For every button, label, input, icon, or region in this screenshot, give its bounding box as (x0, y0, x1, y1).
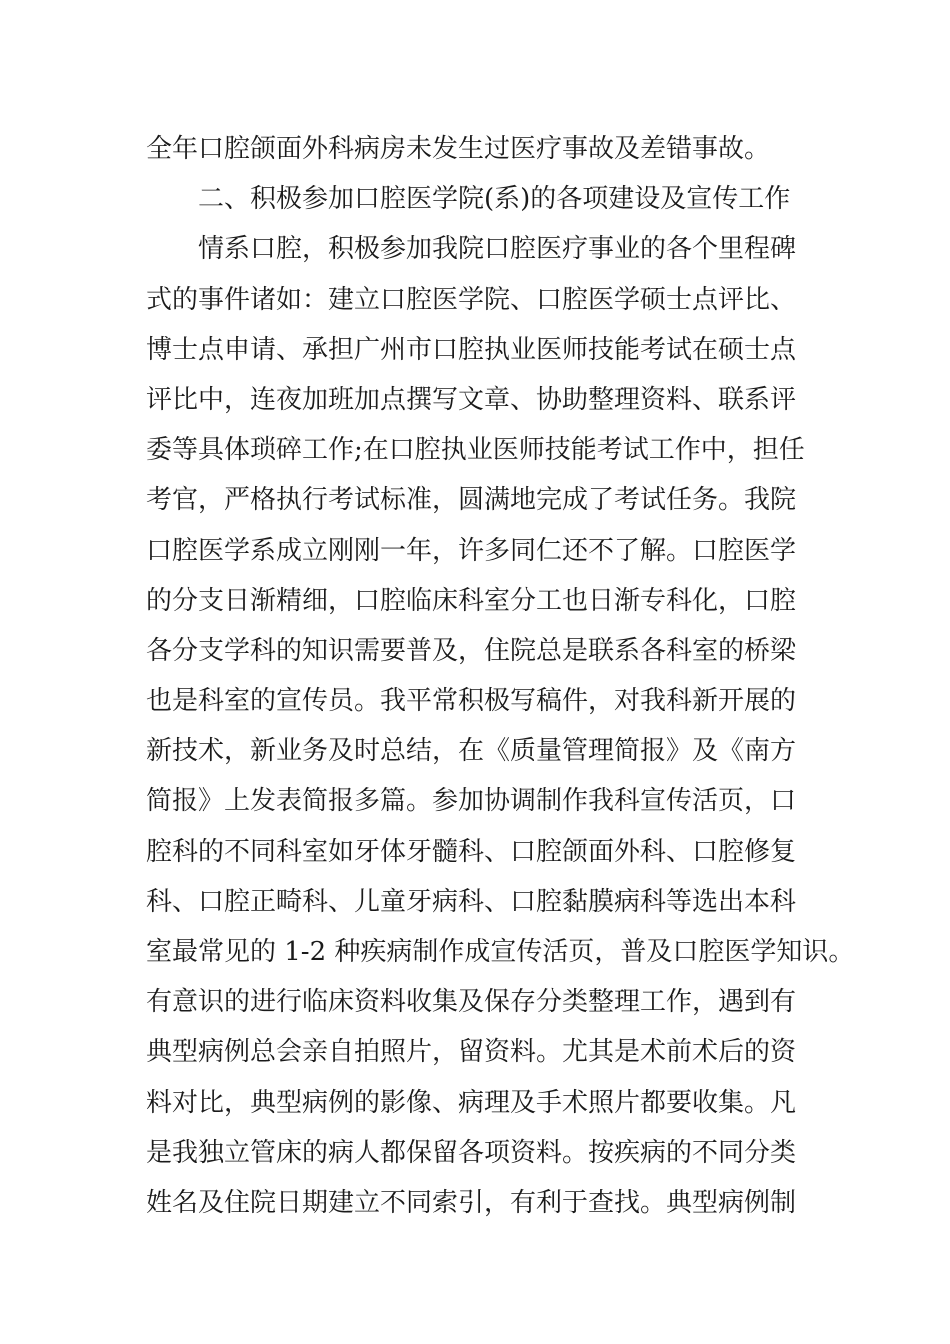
text-line: 也是科室的宣传员。我平常积极写稿件，对我科新开展的 (146, 686, 797, 717)
text-line: 全年口腔颌面外科病房未发生过医疗事故及差错事故。 (146, 134, 771, 164)
text-line: 博士点申请、承担广州市口腔执业医师技能考试在硕士点 (146, 334, 797, 365)
text-line: 科、口腔正畸科、儿童牙病科、口腔黏膜病科等选出本科 (146, 886, 797, 917)
text-line: 情系口腔，积极参加我院口腔医疗事业的各个里程碑 (198, 234, 797, 265)
text-line: 有意识的进行临床资料收集及保存分类整理工作，遇到有 (146, 987, 797, 1018)
text-line: 简报》上发表简报多篇。参加协调制作我科宣传活页，口 (146, 786, 797, 817)
text-line: 典型病例总会亲自拍照片，留资料。尤其是术前术后的资 (146, 1037, 797, 1068)
text-line: 料对比，典型病例的影像、病理及手术照片都要收集。凡 (146, 1087, 797, 1118)
text-line: 评比中，连夜加班加点撰写文章、协助整理资料、联系评 (146, 384, 797, 415)
text-line: 是我独立管床的病人都保留各项资料。按疾病的不同分类 (146, 1137, 797, 1168)
text-line: 考官，严格执行考试标准，圆满地完成了考试任务。我院 (146, 485, 797, 516)
text-line: 口腔医学系成立刚刚一年，许多同仁还不了解。口腔医学 (146, 535, 797, 566)
text-line: 新技术，新业务及时总结，在《质量管理简报》及《南方 (146, 736, 797, 767)
text-line: 各分支学科的知识需要普及，住院总是联系各科室的桥梁 (146, 635, 797, 666)
text-line: 的分支日渐精细，口腔临床科室分工也日渐专科化，口腔 (146, 585, 797, 616)
text-line: 姓名及住院日期建立不同索引，有利于查找。典型病例制 (146, 1187, 797, 1218)
document-body (146, 124, 855, 1228)
text-line: 腔科的不同科室如牙体牙髓科、口腔颌面外科、口腔修复 (146, 836, 797, 867)
section-heading: 二、积极参加口腔医学院(系)的各项建设及宣传工作 (198, 184, 791, 215)
text-line: 室最常见的 1-2 种疾病制作成宣传活页，普及口腔医学知识。 (146, 937, 855, 967)
text-line: 委等具体琐碎工作;在口腔执业医师技能考试工作中，担任 (146, 435, 805, 466)
text-line: 式的事件诸如：建立口腔医学院、口腔医学硕士点评比、 (146, 284, 797, 315)
